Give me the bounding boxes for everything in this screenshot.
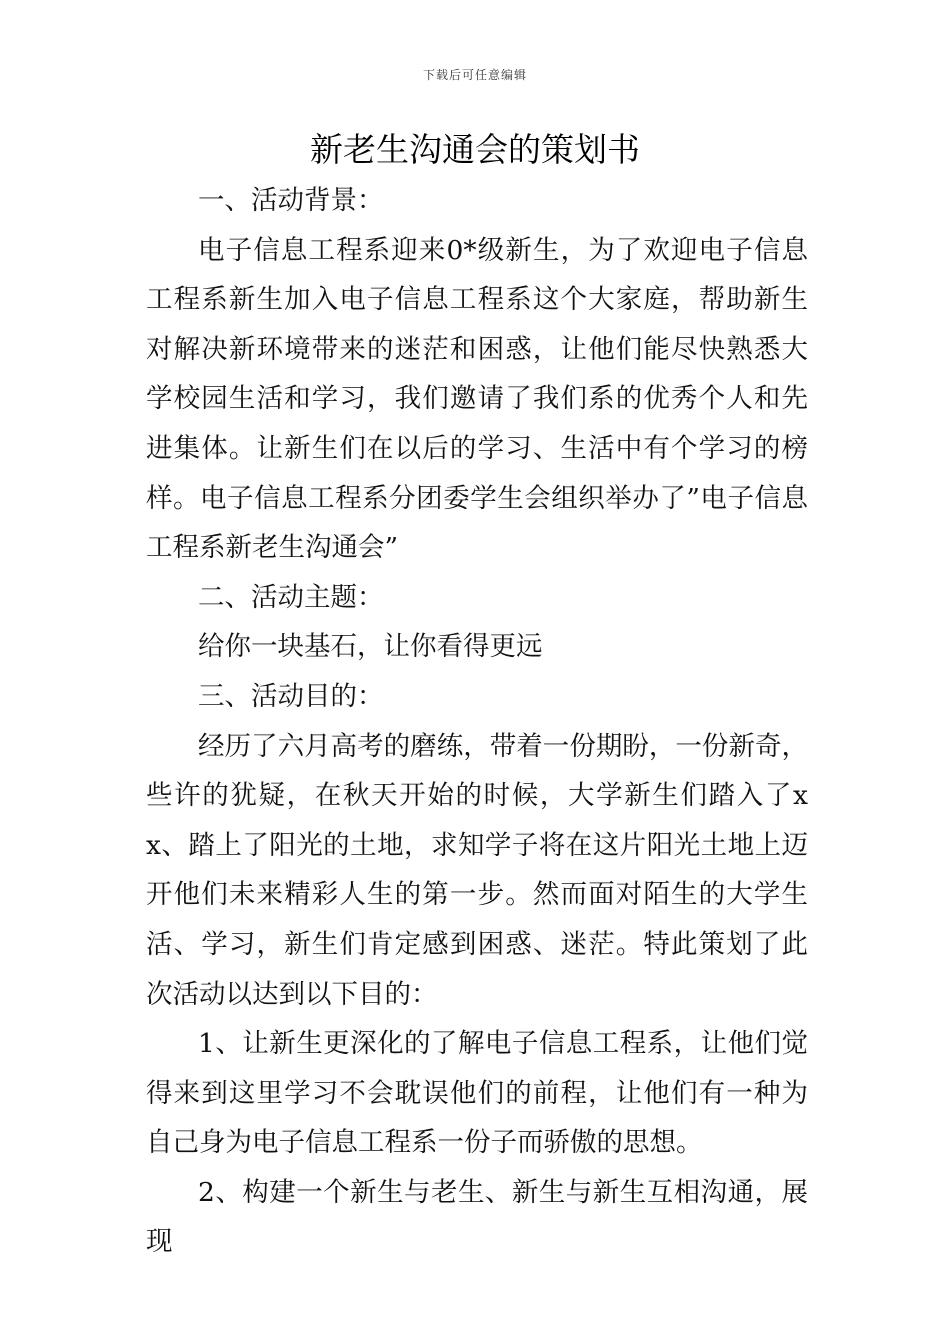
- paragraph-background: 电子信息工程系迎来0*级新生，为了欢迎电子信息工程系新生加入电子信息工程系这个大家庭，帮助新生对解决新环境带来的迷茫和困惑，让他们能尽快熟悉大学校园生活和学习，我们邀请了我们系的优秀个人和先进集体。让新生们在以后的学习、生活中有个学习的榜样。电子信息工程系分团委学生会组织举办了”电子信息工程系新老生沟通会”: [146, 234, 808, 564]
- section-heading-theme: 二、活动主题：: [198, 581, 384, 613]
- section-heading-background: 一、活动背景：: [198, 185, 384, 216]
- header-note: 下载后可任意编辑: [422, 68, 527, 82]
- paragraph-purpose: 经历了六月高考的磨练，带着一份期盼，一份新奇，些许的犹疑，在秋天开始的时候，大学新生们踏入了xx、踏上了阳光的土地，求知学子将在这片阳光土地上迈开他们未来精彩人生的第一步。然而面对陌生的大学生活、学习，新生们肯定感到困惑、迷茫。特此策划了此次活动以达到以下目的：: [146, 730, 808, 1010]
- section-heading-purpose: 三、活动目的：: [198, 680, 384, 712]
- document-body: [146, 176, 808, 1267]
- purpose-item-2: 2、构建一个新生与老生、新生与新生互相沟通，展现: [146, 1176, 808, 1258]
- purpose-item-1: 1、让新生更深化的了解电子信息工程系，让他们觉得来到这里学习不会耽误他们的前程，让他们有一种为自己身为电子信息工程系一份子而骄傲的思想。: [146, 1028, 808, 1159]
- paragraph-theme: 给你一块基石，让你看得更远: [198, 631, 543, 663]
- document-title: 新老生沟通会的策划书: [310, 130, 640, 169]
